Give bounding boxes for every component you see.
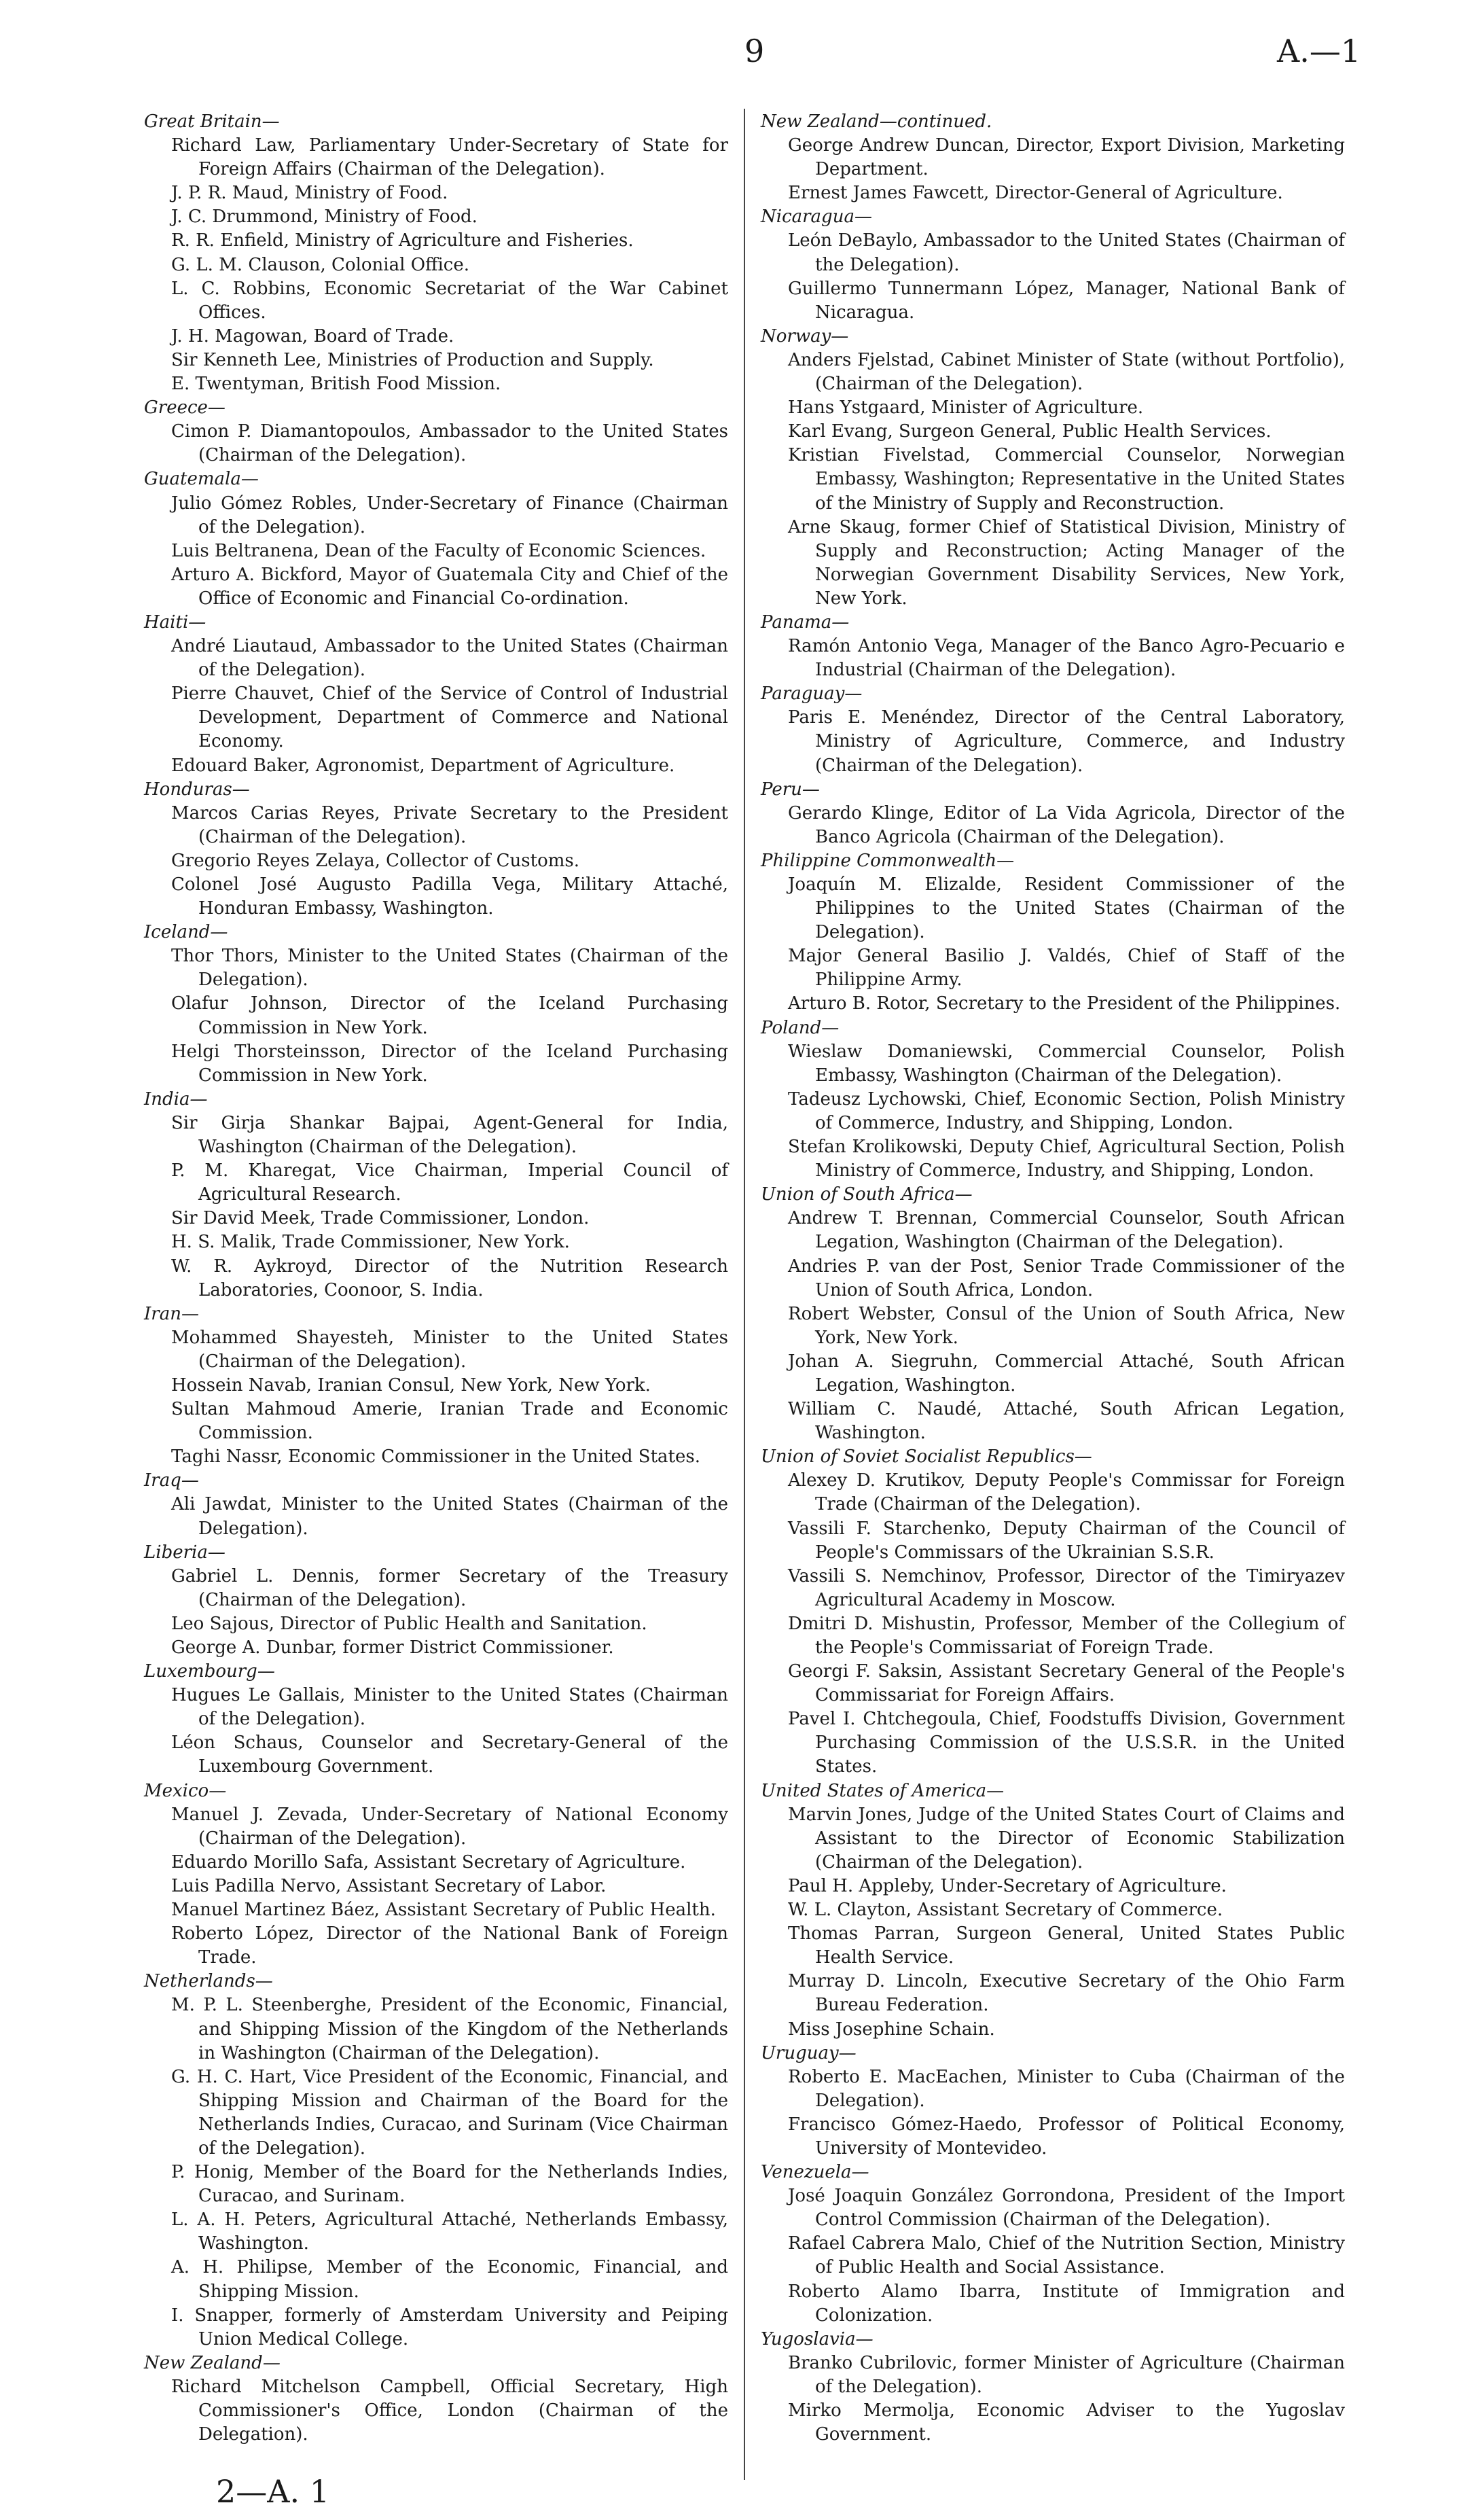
delegate-entry: Major General Basilio J. Valdés, Chief of Staff of the Philippine Army. — [788, 946, 1345, 991]
delegate-entry: L. A. H. Peters, Agricultural Attaché, Netherlands Embassy, Washington. — [171, 2210, 728, 2254]
footer-signature: 2—A. 1 — [216, 2473, 329, 2510]
delegate-entry: Rafael Cabrera Malo, Chief of the Nutrition Section, Ministry of Public Health and Social Assistance. — [788, 2233, 1345, 2278]
delegate-entry: Gregorio Reyes Zelaya, Collector of Customs. — [171, 850, 579, 871]
delegate-entry: Vassili S. Nemchinov, Professor, Director of the Timiryazev Agricultural Academy in Moscow. — [788, 1565, 1345, 1610]
country-heading: United States of America— — [761, 1780, 1005, 1801]
delegate-entry: Marvin Jones, Judge of the United States Court of Claims and Assistant to the Director of Economic Stabilization (Chairman of the Delegation). — [788, 1804, 1345, 1873]
delegate-entry: Richard Mitchelson Campbell, Official Secretary, High Commissioner's Office, London (Chairman of the Delegation). — [171, 2376, 728, 2445]
delegate-entry: W. L. Clayton, Assistant Secretary of Commerce. — [788, 1900, 1223, 1921]
delegate-entry: Francisco Gómez-Haedo, Professor of Political Economy, University of Montevideo. — [788, 2114, 1345, 2159]
delegate-entry: Roberto López, Director of the National Bank of Foreign Trade. — [171, 1923, 728, 1968]
delegate-entry: Paul H. Appleby, Under-Secretary of Agriculture. — [788, 1875, 1227, 1896]
delegate-entry: Marcos Carias Reyes, Private Secretary to the President (Chairman of the Delegation). — [171, 802, 728, 847]
delegate-entry: Luis Beltranena, Dean of the Faculty of Economic Sciences. — [171, 540, 706, 561]
delegate-entry: Leo Sajous, Director of Public Health and Sanitation. — [171, 1613, 647, 1634]
country-heading: New Zealand—continued. — [761, 111, 992, 132]
country-heading: India— — [144, 1088, 208, 1110]
delegate-entry: Branko Cubrilovic, former Minister of Agriculture (Chairman of the Delegation). — [788, 2352, 1345, 2397]
delegate-entry: Manuel J. Zevada, Under-Secretary of National Economy (Chairman of the Delegation). — [171, 1804, 728, 1849]
delegate-entry: Thomas Parran, Surgeon General, United States Public Health Service. — [788, 1923, 1345, 1968]
delegate-entry: Miss Josephine Schain. — [788, 2019, 995, 2040]
country-heading: Uruguay— — [761, 2042, 857, 2063]
country-heading: Union of South Africa— — [761, 1184, 973, 1205]
delegate-entry: Karl Evang, Surgeon General, Public Health Services. — [788, 421, 1272, 442]
delegate-entry: George Andrew Duncan, Director, Export Division, Marketing Department. — [788, 135, 1345, 180]
delegate-entry: R. R. Enfield, Ministry of Agriculture and Fisheries. — [171, 230, 634, 251]
country-heading: Greece— — [144, 397, 226, 419]
delegate-entry: Richard Law, Parliamentary Under-Secretary of State for Foreign Affairs (Chairman of the Delegation). — [171, 135, 728, 180]
delegate-entry: Paris E. Menéndez, Director of the Central Laboratory, Ministry of Agriculture, Commerce, and Industry (Chairman of the Delegation). — [788, 707, 1345, 776]
delegate-entry: Alexey D. Krutikov, Deputy People's Commissar for Foreign Trade (Chairman of the Delegation). — [788, 1470, 1345, 1515]
column-divider — [744, 109, 745, 2480]
delegate-entry: G. L. M. Clauson, Colonial Office. — [171, 254, 470, 275]
country-heading: Iran— — [144, 1303, 199, 1324]
delegate-entry: Mirko Mermolja, Economic Adviser to the Yugoslav Government. — [788, 2400, 1345, 2445]
delegate-entry: J. P. R. Maud, Ministry of Food. — [171, 183, 448, 204]
delegate-entry: Dmitri D. Mishustin, Professor, Member of the Collegium of the People's Commissariat of Foreign Trade. — [788, 1613, 1345, 1658]
delegate-entry: J. C. Drummond, Ministry of Food. — [171, 207, 478, 228]
document-reference: A.—1 — [1277, 33, 1361, 69]
country-heading: New Zealand— — [144, 2352, 281, 2373]
delegate-entry: Hans Ystgaard, Minister of Agriculture. — [788, 397, 1144, 419]
page-number: 9 — [744, 33, 765, 69]
delegate-entry: Julio Gómez Robles, Under-Secretary of Finance (Chairman of the Delegation). — [171, 493, 728, 537]
delegate-entry: W. R. Aykroyd, Director of the Nutrition Research Laboratories, Coonoor, S. India. — [171, 1256, 728, 1300]
country-heading: Liberia— — [144, 1542, 226, 1563]
delegate-entry: Murray D. Lincoln, Executive Secretary of the Ohio Farm Bureau Federation. — [788, 1971, 1345, 2016]
delegate-entry: Luis Padilla Nervo, Assistant Secretary of Labor. — [171, 1875, 607, 1896]
delegate-entry: Andrew T. Brennan, Commercial Counselor, South African Legation, Washington (Chairman of the Delegation). — [788, 1208, 1345, 1253]
delegate-entry: Edouard Baker, Agronomist, Department of Agriculture. — [171, 755, 675, 776]
delegate-entry: Sir Girja Shankar Bajpai, Agent-General for India, Washington (Chairman of the Delegation). — [171, 1112, 728, 1158]
country-heading: Haiti— — [144, 611, 206, 633]
country-heading: Paraguay— — [761, 684, 863, 705]
delegate-entry: P. Honig, Member of the Board for the Netherlands Indies, Curacao, and Surinam. — [171, 2162, 728, 2207]
delegate-entry: Ramón Antonio Vega, Manager of the Banco Agro-Pecuario e Industrial (Chairman of the Delegation). — [788, 636, 1345, 681]
delegate-entry: Gerardo Klinge, Editor of La Vida Agricola, Director of the Banco Agricola (Chairman of the Delegation). — [788, 802, 1345, 847]
delegate-entry: E. Twentyman, British Food Mission. — [171, 374, 501, 395]
delegate-entry: Taghi Nassr, Economic Commissioner in the United States. — [171, 1447, 700, 1468]
delegate-entry: Manuel Martinez Báez, Assistant Secretary of Public Health. — [171, 1900, 716, 1921]
delegate-entry: Georgi F. Saksin, Assistant Secretary General of the People's Commissariat for Foreign Affairs. — [788, 1661, 1345, 1706]
country-heading: Iceland— — [144, 922, 228, 943]
delegate-entry: Léon Schaus, Counselor and Secretary-General of the Luxembourg Government. — [171, 1733, 728, 1777]
delegate-entry: José Joaquin González Gorrondona, President of the Import Control Commission (Chairman of the Delegation). — [788, 2186, 1345, 2231]
delegate-entry: Johan A. Siegruhn, Commercial Attaché, South African Legation, Washington. — [788, 1351, 1345, 1396]
delegate-entry: Kristian Fivelstad, Commercial Counselor, Norwegian Embassy, Washington; Representative in the United States of the Ministry of Supply and Reconstruction. — [788, 445, 1345, 514]
delegate-entry: León DeBaylo, Ambassador to the United States (Chairman of the Delegation). — [788, 230, 1345, 275]
delegate-entry: G. H. C. Hart, Vice President of the Economic, Financial, and Shipping Mission and Chairman of the Board for the Netherlands Indies, Curacao, and Surinam (Vice Chairman of the Delegation). — [171, 2066, 728, 2159]
delegate-entry: Thor Thors, Minister to the United States (Chairman of the Delegation). — [171, 946, 728, 991]
country-heading: Peru— — [761, 779, 820, 800]
delegate-entry: Ali Jawdat, Minister to the United States (Chairman of the Delegation). — [171, 1494, 728, 1539]
country-heading: Nicaragua— — [761, 207, 872, 228]
delegate-entry: J. H. Magowan, Board of Trade. — [171, 325, 454, 347]
delegate-entry: A. H. Philipse, Member of the Economic, Financial, and Shipping Mission. — [171, 2257, 728, 2302]
delegate-entry: Ernest James Fawcett, Director-General of Agriculture. — [788, 183, 1283, 204]
country-heading: Union of Soviet Socialist Republics— — [761, 1447, 1092, 1468]
delegate-entry: Sultan Mahmoud Amerie, Iranian Trade and Economic Commission. — [171, 1399, 728, 1444]
delegate-entry: H. S. Malik, Trade Commissioner, New York. — [171, 1232, 570, 1253]
delegate-entry: Tadeusz Lychowski, Chief, Economic Section, Polish Ministry of Commerce, Industry, and Shipping, London. — [788, 1088, 1345, 1133]
delegate-entry: L. C. Robbins, Economic Secretariat of the War Cabinet Offices. — [171, 278, 728, 323]
delegate-entry: Hugues Le Gallais, Minister to the United States (Chairman of the Delegation). — [171, 1685, 728, 1730]
delegate-entry: Arturo B. Rotor, Secretary to the President of the Philippines. — [788, 993, 1341, 1014]
delegate-entry: M. P. L. Steenberghe, President of the Economic, Financial, and Shipping Mission of the Kingdom of the Netherlands in Washington (Chairman of the Delegation). — [171, 1995, 728, 2063]
delegate-entry: Pierre Chauvet, Chief of the Service of Control of Industrial Development, Department of Commerce and National Economy. — [171, 684, 728, 752]
delegate-entry: Olafur Johnson, Director of the Iceland Purchasing Commission in New York. — [171, 993, 728, 1038]
delegate-entry: Robert Webster, Consul of the Union of South Africa, New York, New York. — [788, 1303, 1345, 1348]
country-heading: Honduras— — [144, 779, 250, 800]
right-column — [761, 110, 1345, 2447]
country-heading: Philippine Commonwealth— — [761, 850, 1015, 871]
delegate-entry: Vassili F. Starchenko, Deputy Chairman of the Council of People's Commissars of the Ukrainian S.S.R. — [788, 1518, 1345, 1563]
delegate-entry: I. Snapper, formerly of Amsterdam University and Peiping Union Medical College. — [171, 2305, 728, 2349]
country-heading: Venezuela— — [761, 2162, 869, 2183]
delegate-entry: Guillermo Tunnermann López, Manager, National Bank of Nicaragua. — [788, 278, 1345, 323]
delegate-entry: William C. Naudé, Attaché, South African Legation, Washington. — [788, 1399, 1345, 1444]
delegate-entry: Roberto E. MacEachen, Minister to Cuba (Chairman of the Delegation). — [788, 2066, 1345, 2111]
delegate-entry: Joaquín M. Elizalde, Resident Commissioner of the Philippines to the United States (Chairman of the Delegation). — [788, 874, 1345, 943]
delegate-entry: Anders Fjelstad, Cabinet Minister of State (without Portfolio), (Chairman of the Delegation). — [788, 349, 1345, 395]
delegate-entry: Colonel José Augusto Padilla Vega, Military Attaché, Honduran Embassy, Washington. — [171, 874, 728, 919]
country-heading: Panama— — [761, 611, 850, 633]
delegate-entry: Gabriel L. Dennis, former Secretary of the Treasury (Chairman of the Delegation). — [171, 1565, 728, 1610]
delegate-entry: Hossein Navab, Iranian Consul, New York, New York. — [171, 1374, 651, 1396]
delegate-entry: André Liautaud, Ambassador to the United States (Chairman of the Delegation). — [171, 636, 728, 681]
delegate-entry: Arturo A. Bickford, Mayor of Guatemala City and Chief of the Office of Economic and Financial Co-ordination. — [171, 564, 728, 609]
delegate-entry: Andries P. van der Post, Senior Trade Commissioner of the Union of South Africa, London. — [788, 1256, 1345, 1300]
delegate-entry: Arne Skaug, former Chief of Statistical Division, Ministry of Supply and Reconstruction; Acting Manager of the Norwegian Government Disability Services, New York, New York. — [788, 516, 1345, 609]
delegate-entry: Mohammed Shayesteh, Minister to the United States (Chairman of the Delegation). — [171, 1327, 728, 1372]
country-heading: Iraq— — [144, 1470, 199, 1491]
country-heading: Luxembourg— — [144, 1661, 275, 1682]
delegate-entry: P. M. Kharegat, Vice Chairman, Imperial Council of Agricultural Research. — [171, 1160, 728, 1205]
country-heading: Norway— — [761, 325, 849, 347]
delegate-entry: Pavel I. Chtchegoula, Chief, Foodstuffs Division, Government Purchasing Commission of the U.S.S.R. in the United States. — [788, 1709, 1345, 1777]
country-heading: Yugoslavia— — [761, 2328, 874, 2349]
country-heading: Great Britain— — [144, 111, 280, 132]
delegate-entry: Sir David Meek, Trade Commissioner, London. — [171, 1208, 590, 1229]
delegate-entry: George A. Dunbar, former District Commissioner. — [171, 1637, 614, 1658]
delegate-entry: Stefan Krolikowski, Deputy Chief, Agricultural Section, Polish Ministry of Commerce, Industry, and Shipping, London. — [788, 1137, 1345, 1182]
delegate-entry: Sir Kenneth Lee, Ministries of Production and Supply. — [171, 349, 654, 370]
delegate-entry: Eduardo Morillo Safa, Assistant Secretary of Agriculture. — [171, 1851, 686, 1873]
country-heading: Poland— — [761, 1017, 840, 1038]
delegate-entry: Cimon P. Diamantopoulos, Ambassador to the United States (Chairman of the Delegation). — [171, 421, 728, 466]
country-heading: Mexico— — [144, 1780, 227, 1801]
delegate-entry: Roberto Alamo Ibarra, Institute of Immigration and Colonization. — [788, 2281, 1345, 2326]
country-heading: Netherlands— — [144, 1971, 273, 1992]
delegate-entry: Helgi Thorsteinsson, Director of the Iceland Purchasing Commission in New York. — [171, 1041, 728, 1086]
country-heading: Guatemala— — [144, 469, 259, 490]
left-column — [144, 110, 728, 2447]
delegate-entry: Wieslaw Domaniewski, Commercial Counselor, Polish Embassy, Washington (Chairman of the Delegation). — [788, 1041, 1345, 1086]
